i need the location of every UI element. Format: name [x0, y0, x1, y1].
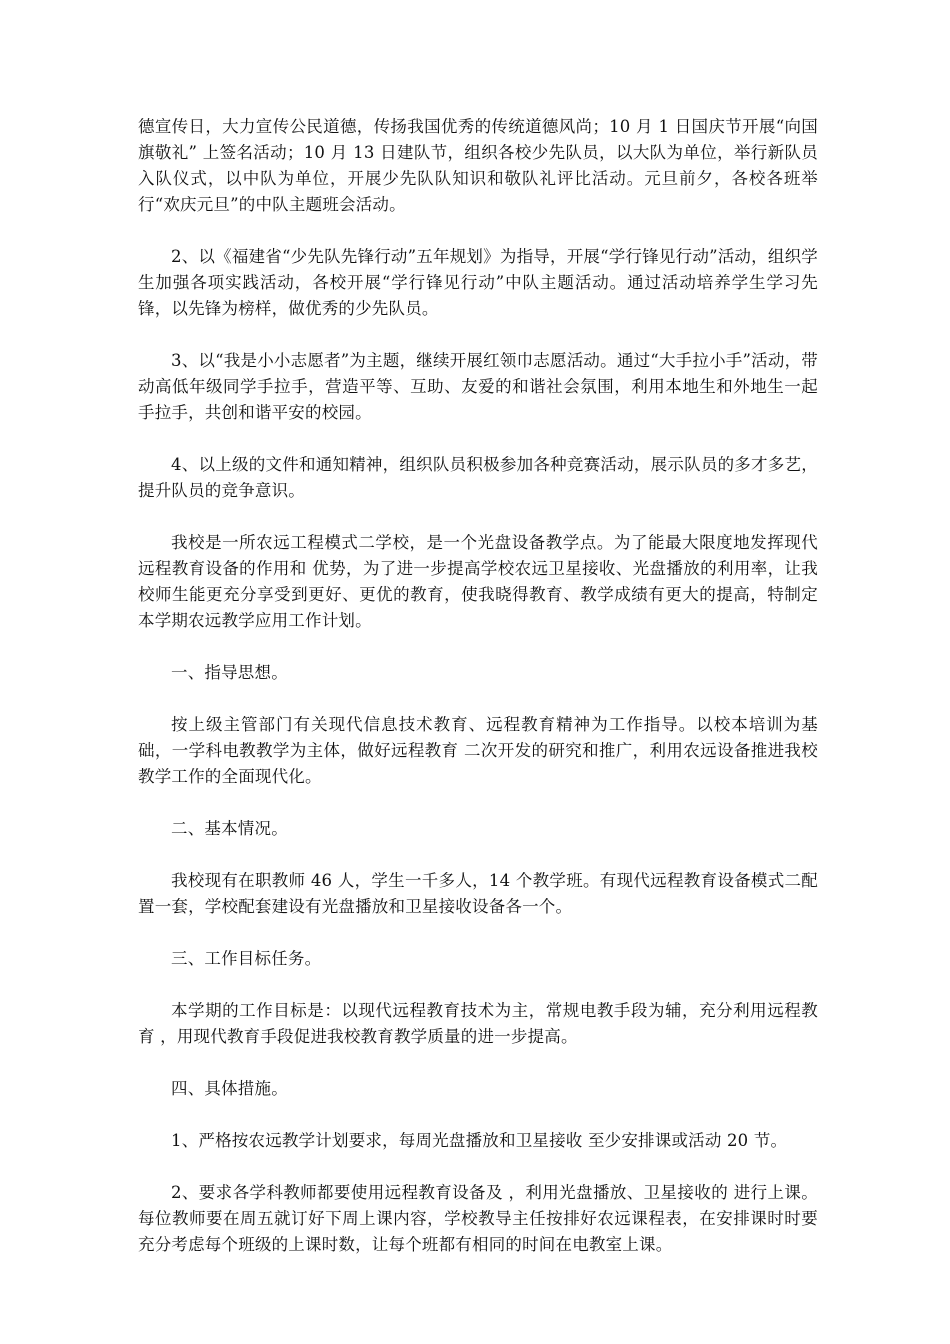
paragraph-2: 2、以《福建省“少先队先锋行动”五年规划》为指导，开展“学行锋见行动”活动，组织学生加强各项实践活动，各校开展“学行锋见行动”中队主题活动。通过活动培养学生学习先锋，以先锋为榜样，做优秀的少先队员。 — [138, 247, 818, 318]
paragraph-3: 3、以“我是小小志愿者”为主题，继续开展红领巾志愿活动。通过“大手拉小手”活动，带动高低年级同学手拉手，营造平等、互助、友爱的和谐社会氛围，利用本地生和外地生一起手拉手，共创和谐平安的校园。 — [138, 351, 818, 422]
section-heading-3: 三、工作目标任务。 — [171, 949, 322, 968]
paragraph-6: 按上级主管部门有关现代信息技术教育、远程教育精神为工作指导。以校本培训为基础，一学科电教教学为主体，做好远程教育 二次开发的研究和推广，利用农远设备推进我校教学工作的全面现代化。 — [138, 715, 818, 786]
paragraph-9: 1、严格按农远教学计划要求，每周光盘播放和卫星接收 至少安排课或活动 20 节。 — [171, 1131, 788, 1150]
paragraph-10: 2、要求各学科教师都要使用远程教育设备及 ，利用光盘播放、卫星接收的 进行上课。每位教师要在周五就订好下周上课内容，学校教导主任按排好农远课程表，在安排课时时要充分考虑每个班级的上课时数，让每个班都有相同的时间在电教室上课。 — [138, 1183, 818, 1254]
paragraph-4: 4、以上级的文件和通知精神，组织队员积极参加各种竞赛活动，展示队员的多才多艺，提升队员的竞争意识。 — [138, 455, 818, 500]
section-heading-2: 二、基本情况。 — [171, 819, 288, 838]
document-page — [138, 114, 818, 1284]
section-heading-1: 一、指导思想。 — [171, 663, 288, 682]
paragraph-5: 我校是一所农远工程模式二学校，是一个光盘设备教学点。为了能最大限度地发挥现代远程教育设备的作用和 优势，为了进一步提高学校农远卫星接收、光盘播放的利用率，让我校师生能更充分享受到更好、更优的教育，使我晓得教育、教学成绩有更大的提高，特制定本学期农远教学应用工作计划。 — [138, 533, 818, 630]
paragraph-7: 我校现有在职教师 46 人，学生一千多人，14 个教学班。有现代远程教育设备模式二配置一套，学校配套建设有光盘播放和卫星接收设备各一个。 — [138, 871, 818, 916]
section-heading-4: 四、具体措施。 — [171, 1079, 288, 1098]
paragraph-8: 本学期的工作目标是：以现代远程教育技术为主，常规电教手段为辅，充分利用远程教育 ，用现代教育手段促进我校教育教学质量的进一步提高。 — [138, 1001, 818, 1046]
paragraph-1: 德宣传日，大力宣传公民道德，传扬我国优秀的传统道德风尚；10 月 1 日国庆节开展“向国旗敬礼” 上签名活动；10 月 13 日建队节，组织各校少先队员，以大队为单位，举行新队员入队仪式，以中队为单位，开展少先队队知识和敬队礼评比活动。元旦前夕，各校各班举行“欢庆元旦”的中队主题班会活动。 — [138, 117, 818, 214]
